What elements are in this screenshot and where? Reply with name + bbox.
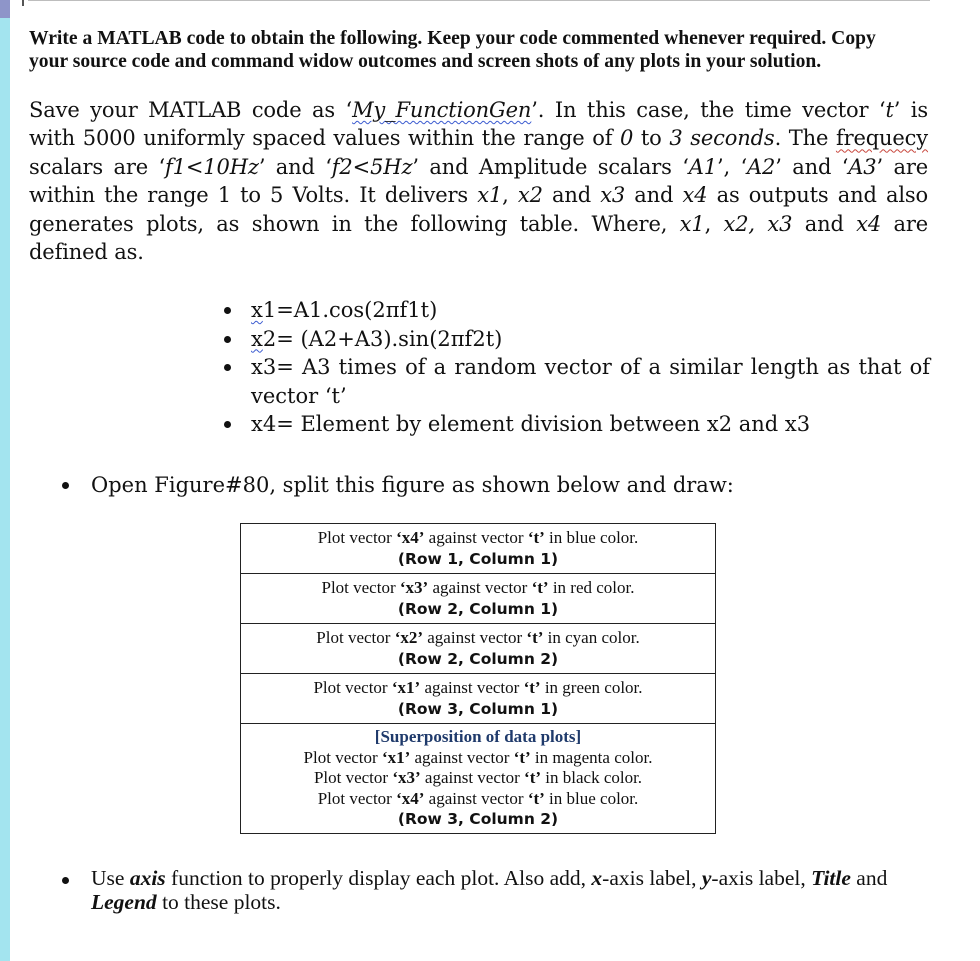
a2-scalar: A2 bbox=[747, 154, 776, 179]
intro-text: and bbox=[542, 183, 601, 208]
intro-text: to bbox=[633, 126, 670, 151]
output-x1: x1 bbox=[477, 183, 503, 208]
subplot-position: (Row 3, Column 1) bbox=[397, 699, 559, 718]
intro-text: Save your MATLAB code as ‘ bbox=[29, 98, 353, 122]
vector-name: ‘x1’ bbox=[381, 747, 411, 767]
definition-var: x bbox=[251, 298, 263, 322]
subplot-position: (Row 1, Column 1) bbox=[397, 549, 559, 568]
definition-x1 bbox=[218, 296, 930, 325]
note-text: -axis label, bbox=[602, 866, 702, 890]
intro-text: ’ and ‘ bbox=[775, 154, 849, 179]
note-text: -axis label, bbox=[711, 866, 812, 890]
note-text: to these plots. bbox=[156, 890, 281, 914]
output-x2: x2 bbox=[517, 183, 543, 208]
vector-name: ‘t’ bbox=[524, 768, 542, 788]
cell-text: in cyan color. bbox=[543, 628, 640, 648]
table-cell bbox=[241, 624, 716, 674]
range-start: 0 bbox=[620, 126, 634, 151]
cell-text: Plot vector bbox=[316, 628, 395, 648]
cell-text: against vector bbox=[420, 678, 524, 698]
table-row bbox=[241, 674, 716, 724]
var-x3: x3 bbox=[767, 211, 793, 236]
table-cell bbox=[241, 524, 716, 574]
note-text: and bbox=[850, 866, 888, 890]
vector-name: ‘t’ bbox=[513, 747, 531, 767]
page-top-rule bbox=[28, 0, 930, 1]
intro-text: ’ and Amplitude scalars ‘ bbox=[412, 154, 689, 179]
definition-text: 2= (A2+A3).sin(2πf2t) bbox=[262, 326, 503, 351]
cell-text: against vector bbox=[424, 528, 528, 548]
axis-keyword: axis bbox=[129, 866, 166, 890]
cell-text: against vector bbox=[428, 578, 532, 598]
output-x3: x3 bbox=[600, 183, 626, 208]
heading-line-1: Write a MATLAB code to obtain the following. Keep your code commented whenever required. Copy bbox=[29, 28, 876, 49]
cell-text: Plot vector bbox=[313, 768, 393, 788]
var-x1: x1 bbox=[679, 211, 705, 236]
intro-text: as outputs and also generates plots, as shown in the following table. Where, bbox=[29, 183, 929, 236]
subplot-position: (Row 3, Column 2) bbox=[397, 810, 559, 829]
f2-scalar: f2<5Hz bbox=[331, 154, 413, 179]
cell-text: Plot vector bbox=[313, 678, 392, 698]
cell-text: Plot vector bbox=[317, 788, 397, 808]
bullet-icon bbox=[62, 877, 69, 884]
subplot-position: (Row 2, Column 2) bbox=[397, 649, 559, 668]
definition-text: 1=A1.cos(2πf1t) bbox=[262, 298, 438, 322]
intro-text: scalars are ‘ bbox=[29, 154, 166, 179]
f1-scalar: f1<10Hz bbox=[165, 154, 259, 179]
cell-text: in blue color. bbox=[544, 788, 639, 808]
margin-marker bbox=[0, 0, 10, 18]
intro-text: ’ and ‘ bbox=[258, 154, 332, 179]
filename: My_FunctionGen bbox=[352, 98, 532, 122]
misspelled-word: frequecy bbox=[835, 126, 929, 151]
intro-text: , bbox=[502, 183, 518, 208]
cell-text: against vector bbox=[420, 768, 525, 788]
subplot-table bbox=[240, 523, 716, 834]
legend-keyword: Legend bbox=[91, 890, 157, 914]
time-vector-name: t bbox=[885, 98, 894, 122]
cell-text: in magenta color. bbox=[530, 747, 653, 767]
axis-instruction-text bbox=[91, 866, 911, 914]
a1-scalar: A1 bbox=[688, 154, 717, 179]
definition-text: x3= A3 times of a random vector of a similar length as that of vector ‘t’ bbox=[251, 355, 930, 408]
var-x2: x2, bbox=[723, 211, 755, 236]
range-end: 3 seconds bbox=[669, 126, 775, 151]
note-text: Use bbox=[91, 866, 130, 890]
vector-name: ‘x4’ bbox=[396, 528, 425, 548]
cell-text: against vector bbox=[423, 628, 527, 648]
cell-text: Plot vector bbox=[321, 578, 400, 598]
intro-text: , bbox=[704, 211, 724, 236]
table-cell bbox=[241, 574, 716, 624]
vector-name: ‘x3’ bbox=[399, 578, 429, 598]
cell-text: Plot vector bbox=[317, 528, 397, 548]
cell-text: against vector bbox=[410, 747, 514, 767]
vector-name: ‘x2’ bbox=[394, 628, 424, 648]
table-row bbox=[241, 624, 716, 674]
intro-text: ’, ‘ bbox=[717, 154, 748, 179]
intro-text: ’ is with 5000 uniformly spaced values within the range of bbox=[29, 98, 928, 151]
vector-name: ‘t’ bbox=[526, 628, 544, 648]
vector-name: ‘t’ bbox=[527, 788, 545, 808]
note-text: function to properly display each plot. Also add, bbox=[165, 866, 592, 890]
definition-text: x4= Element by element division between x2 and x3 bbox=[251, 412, 811, 437]
definition-x3 bbox=[218, 353, 930, 410]
intro-text: . The bbox=[774, 126, 836, 151]
intro-paragraph bbox=[29, 96, 928, 266]
vector-name: ‘t’ bbox=[531, 578, 549, 598]
definition-list bbox=[218, 296, 930, 439]
definition-x4 bbox=[218, 410, 930, 439]
heading-line-2: your source code and command widow outcomes and screen shots of any plots in your solution. bbox=[29, 51, 822, 72]
vector-name: ‘x3’ bbox=[392, 768, 421, 788]
x-keyword: x bbox=[591, 866, 603, 890]
left-margin-bar bbox=[0, 0, 10, 961]
var-x4: x4 bbox=[856, 211, 882, 236]
subplot-position: (Row 2, Column 1) bbox=[397, 599, 559, 618]
intro-text bbox=[755, 212, 767, 236]
superposition-title: [Superposition of data plots] bbox=[374, 727, 582, 747]
definition-x2 bbox=[218, 325, 930, 354]
a3-scalar: A3 bbox=[848, 154, 877, 179]
title-keyword: Title bbox=[811, 866, 851, 890]
vector-name: ‘x4’ bbox=[396, 788, 425, 808]
vector-name: ‘t’ bbox=[527, 528, 545, 548]
table-row bbox=[241, 524, 716, 574]
definition-var: x bbox=[251, 326, 263, 351]
cell-text: in black color. bbox=[541, 768, 643, 788]
vector-name: ‘t’ bbox=[523, 678, 541, 698]
cell-text: in blue color. bbox=[544, 528, 639, 548]
cell-text: in red color. bbox=[548, 578, 635, 598]
intro-text: and bbox=[625, 183, 683, 208]
table-cell bbox=[241, 674, 716, 724]
cell-text: against vector bbox=[424, 788, 528, 808]
intro-text: are defined as. bbox=[29, 211, 929, 265]
bullet-icon bbox=[62, 482, 69, 489]
y-keyword: y bbox=[701, 866, 712, 890]
output-x4: x4 bbox=[682, 183, 708, 208]
table-row bbox=[241, 724, 716, 834]
table-cell bbox=[241, 724, 716, 834]
cell-text: in green color. bbox=[540, 678, 643, 698]
cell-text: Plot vector bbox=[303, 747, 382, 767]
vector-name: ‘x1’ bbox=[391, 678, 421, 698]
intro-text: ’ are within the range 1 to 5 Volts. It delivers bbox=[29, 154, 928, 208]
intro-text: and bbox=[792, 211, 857, 236]
instructions-heading bbox=[29, 27, 934, 73]
table-row bbox=[241, 574, 716, 624]
intro-text: ’. In this case, the time vector ‘ bbox=[531, 98, 886, 122]
figure-instruction-text: Open Figure#80, split this figure as shown below and draw: bbox=[91, 473, 734, 497]
